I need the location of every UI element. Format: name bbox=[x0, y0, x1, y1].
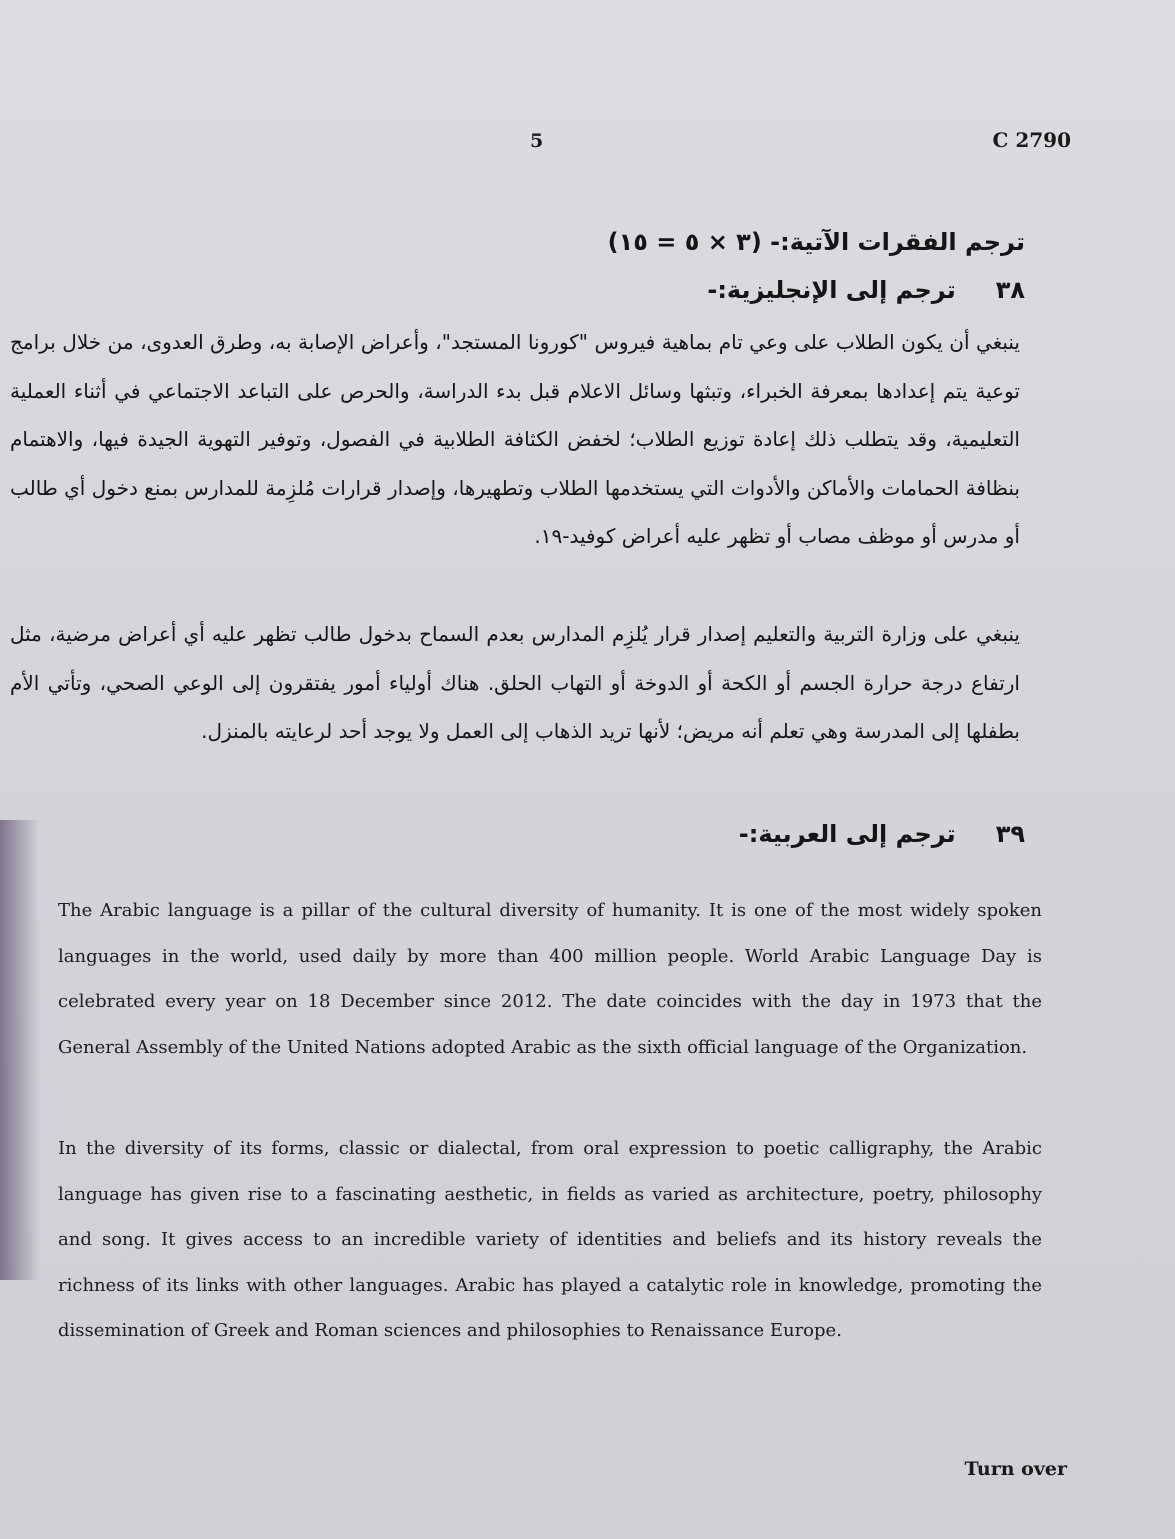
question-number: ٣٩ bbox=[995, 820, 1025, 848]
english-paragraph-1: The Arabic language is a pillar of the cultural diversity of humanity. It is one of the most widely spoken languages in the world, used daily by more than 400 million people. World Arabic Language Day is celebrated every year on 18 December since 2012. The date coincides with the day in 1973 that the General Assembly of the United Nations adopted Arabic as the sixth official language of the Organization. bbox=[58, 900, 1042, 1058]
question-38-heading bbox=[707, 276, 1025, 304]
exam-code: C 2790 bbox=[992, 128, 1071, 152]
arabic-paragraph-1: ينبغي أن يكون الطلاب على وعي تام بماهية فيروس "كورونا المستجد"، وأعراض الإصابة به، وطرق العدوى، من خلال برامج توعية يتم إعدادها بمعرفة الخبراء، وتبثها وسائل الاعلام قبل بدء الدراسة، والحرص على التباعد الاجتماعي في أثناء العملية التعليمية، وقد يتطلب ذلك إعادة توزيع الطلاب؛ لخفض الكثافة الطلابية في الفصول، وتوفير التهوية الجيدة فيها، والاهتمام بنظافة الحمامات والأماكن والأدوات التي يستخدمها الطلاب وتطهيرها، وإصدار قرارات مُلزِمة للمدارس بمنع دخول أي طالب أو مدرس أو موظف مصاب أو تظهر عليه أعراض كوفيد-١٩. bbox=[10, 330, 1020, 548]
turn-over-label: Turn over bbox=[964, 1458, 1067, 1480]
english-paragraph-2: In the diversity of its forms, classic or dialectal, from oral expression to poetic calligraphy, the Arabic language has given rise to a fascinating aesthetic, in fields as varied as architecture, poetry, philosophy and song. It gives access to an incredible variety of identities and beliefs and its history reveals the richness of its links with other languages. Arabic has played a catalytic role in knowledge, promoting the dissemination of Greek and Roman sciences and philosophies to Renaissance Europe. bbox=[58, 1138, 1042, 1341]
question-number: ٣٨ bbox=[995, 276, 1025, 304]
question-title: ترجم إلى العربية:- bbox=[738, 820, 956, 848]
scan-shadow bbox=[0, 820, 40, 1280]
question-39-heading bbox=[739, 820, 1025, 848]
instruction-heading: ترجم الفقرات الآتية:- (٣ × ٥ = ١٥) bbox=[607, 228, 1025, 256]
question-title: ترجم إلى الإنجليزية:- bbox=[707, 276, 956, 304]
arabic-paragraph-2: ينبغي على وزارة التربية والتعليم إصدار قرار يُلزِم المدارس بعدم السماح بدخول طالب تظهر عليه أي أعراض مرضية، مثل ارتفاع درجة حرارة الجسم أو الكحة أو الدوخة أو التهاب الحلق. هناك أولياء أمور يفتقرون إلى الوعي الصحي، وتأتي الأم بطفلها إلى المدرسة وهي تعلم أنه مريض؛ لأنها تريد الذهاب إلى العمل ولا يوجد أحد لرعايته بالمنزل. bbox=[10, 622, 1020, 743]
page-number: 5 bbox=[530, 130, 544, 152]
